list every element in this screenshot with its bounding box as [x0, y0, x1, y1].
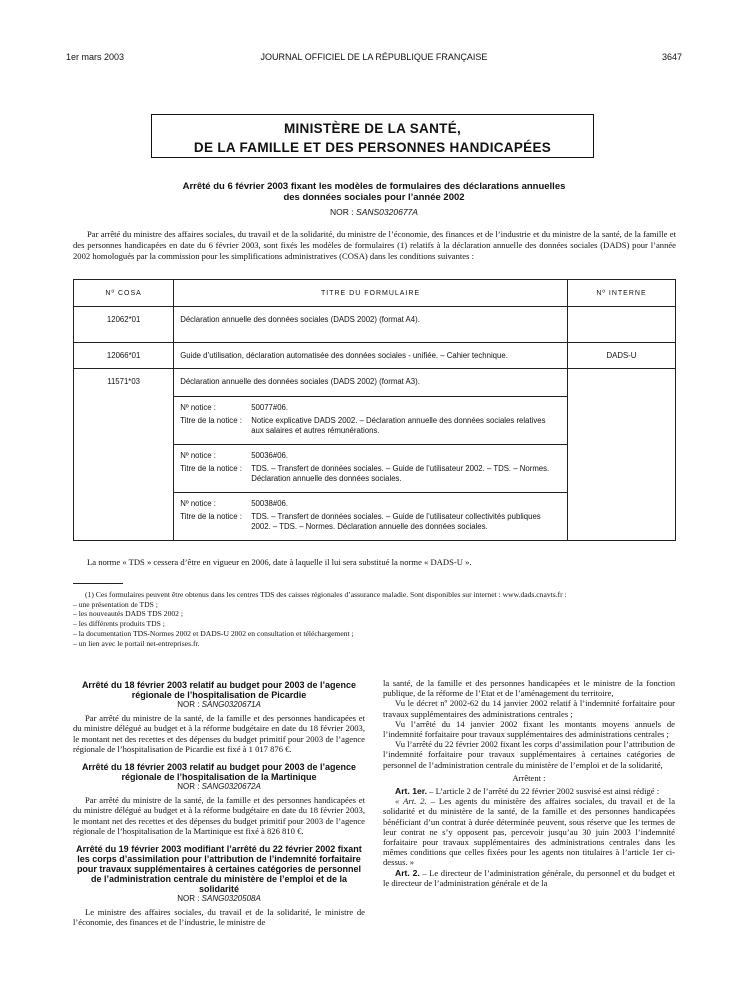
footnote-line: (1) Ces formulaires peuvent être obtenus dans les centres TDS des caisses régionales d’assurance maladie. Sont disponibles sur internet : www.dads.cnavts.fr :	[85, 590, 567, 599]
decree-picardie-title: Arrêté du 18 février 2003 relatif au budget pour 2003 de l’agence régionale de l’hospitalisation de Picardie	[81, 680, 357, 700]
decree-nor	[0, 207, 748, 217]
col-header-title: TITRE DU FORMULAIRE	[174, 280, 568, 307]
footnote-line: – les différents produits TDS ;	[73, 619, 165, 629]
ministry-line-1: MINISTÈRE DE LA SANTÉ,	[283, 121, 462, 136]
article-1: Art. 1er. – L’article 2 de l’arrêté du 22 février 2002 susvisé est ainsi rédigé :	[395, 786, 660, 797]
col-header-cosa: Nº COSA	[74, 280, 174, 307]
notice-title-label: Titre de la notice :	[180, 464, 242, 473]
paragraph: Vu le décret nº 2002-62 du 14 janvier 2002 relatif à l’indemnité forfaitaire pour travaux supplémentaires des administrations centrales ;	[383, 698, 675, 719]
paragraph: Vu l’arrêté du 14 janvier 2002 fixant les montants moyens annuels de l’indemnité forfaitaire pour travaux supplémentaires des administrations centrales ;	[383, 718, 675, 740]
running-header	[0, 52, 748, 66]
internal-number: DADS-U	[567, 343, 675, 369]
notice-num-label: Nº notice :	[180, 403, 216, 412]
table-row	[74, 369, 676, 541]
notice-block	[174, 492, 567, 540]
arretent: Arrêtent :	[512, 772, 546, 783]
ministry-box	[151, 114, 594, 158]
table-row	[74, 307, 676, 343]
footnote-line: – une présentation de TDS ;	[73, 599, 158, 609]
paragraph: Vu l’arrêté du 22 février 2002 fixant les corps d’assimilation pour l’attribution de l’indemnité forfaitaire pour travaux supplémentaires à certaines catégories de personnel de l’administration centrale du ministère de l’emploi et de la solidarité,	[383, 739, 675, 770]
internal-number	[567, 369, 675, 541]
notice-title: TDS. – Transfert de données sociales. – Guide de l’utilisateur collectivités publiques 2002. – TDS. – Normes. Déclaration annuelle des données sociales.	[251, 512, 541, 531]
notice-title-label: Titre de la notice :	[180, 416, 242, 425]
notice-block	[174, 396, 567, 444]
nor-value: SANS0320677A	[356, 207, 418, 217]
right-column	[383, 678, 675, 888]
issue-date: 1er mars 2003	[66, 52, 125, 62]
ministry-line-2: DE LA FAMILLE ET DES PERSONNES HANDICAPÉES	[193, 140, 552, 155]
article-2: Art. 2. – Le directeur de l’administration générale, du personnel et du budget et le directeur de l’administration générale et de la	[383, 867, 675, 888]
cosa-number: 11571*03	[74, 369, 174, 541]
decree-assimilation-title: Arrêté du 19 février 2003 modifiant l’arrêté du 22 février 2002 fixant les corps d’assimilation pour l’attribution de l’indemnité forfaitaire pour travaux supplémentaires à certaines catégories de personnel de l’administration centrale du ministère de l’emploi et de la solidarité	[76, 844, 362, 895]
form-title-with-notices	[174, 369, 568, 541]
notice-num: 50036#06.	[251, 451, 289, 460]
table-row	[74, 343, 676, 369]
decree-picardie-text: Par arrêté du ministre de la santé, de la famille et des personnes handicapées et du ministre délégué au budget et à la réforme budgétaire en date du 18 février 2003, le montant net des recettes et des dépenses du budget primitif pour 2003 de l’agence régionale de l’hospitalisation de Picardie est fixé à 1 017 876 €.	[73, 713, 365, 754]
notice-title: TDS. – Transfert de données sociales. – Guide de l’utilisateur 2002. – TDS. – Normes. Déclaration annuelle des données sociales.	[251, 464, 550, 483]
col-header-internal: Nº INTERNE	[567, 280, 675, 307]
footnote	[73, 590, 676, 648]
decree-title	[110, 181, 638, 203]
decree-picardie-nor: NOR : SANG0320671A	[177, 700, 261, 709]
paragraph: la santé, de la famille et des personnes handicapées et le ministre de la fonction publique, de la réforme de l’Etat et de l’aménagement du territoire,	[383, 678, 675, 699]
decree-martinique-text: Par arrêté du ministre de la santé, de la famille et des personnes handicapées et du ministre délégué au budget et à la réforme budgétaire en date du 18 février 2003, le montant net des recettes et des dépenses du budget primitif pour 2003 de l’agence régionale de l’hospitalisation de la Martinique est fixé à 826 810 €.	[73, 795, 365, 836]
journal-title: JOURNAL OFFICIEL DE LA RÉPUBLIQUE FRANÇAISE	[260, 52, 488, 62]
notice-title: Notice explicative DADS 2002. – Déclaration annuelle des données sociales relatives aux salaires et autres rémunérations.	[251, 416, 546, 435]
left-column	[73, 678, 365, 928]
notice-block	[174, 444, 567, 492]
form-title: Déclaration annuelle des données sociales (DADS 2002) (format A3).	[180, 377, 420, 386]
notice-num-label: Nº notice :	[180, 499, 216, 508]
cosa-number: 12066*01	[74, 343, 174, 369]
notice-num: 50077#06.	[251, 403, 289, 412]
nor-label: NOR :	[330, 207, 354, 217]
decree-title-line-1: Arrêté du 6 février 2003 fixant les modèles de formulaires des déclarations annuelles	[182, 181, 566, 192]
footnote-line: – les nouveautés DADS TDS 2002 ;	[73, 609, 183, 619]
footnote-line: – un lien avec le portail net-entreprises.fr.	[73, 638, 200, 648]
forms-table	[73, 279, 676, 541]
form-title: Guide d’utilisation, déclaration automatisée des données sociales - unifiée. – Cahier technique.	[174, 343, 568, 369]
notice-num: 50038#06.	[251, 499, 289, 508]
decree-martinique-nor: NOR : SANG0320672A	[177, 782, 261, 792]
internal-number	[567, 307, 675, 343]
decree-title-line-2: des données sociales pour l’année 2002	[283, 192, 465, 203]
decree-assimilation-text: Le ministre des affaires sociales, du travail et de la solidarité, le ministre de l’économie, des finances et de l’industrie, le ministre de	[73, 907, 365, 928]
page-number: 3647	[661, 52, 682, 62]
table-header-row	[74, 280, 676, 307]
decree-martinique-title: Arrêté du 18 février 2003 relatif au budget pour 2003 de l’agence régionale de l’hospitalisation de la Martinique	[81, 762, 357, 783]
cosa-number: 12062*01	[74, 307, 174, 343]
form-title: Déclaration annuelle des données sociales (DADS 2002) (format A4).	[174, 307, 568, 343]
notice-title-label: Titre de la notice :	[180, 512, 242, 521]
footnote-rule	[73, 583, 123, 584]
tds-norm-note: La norme « TDS » cessera d’être en vigueur en 2006, date à laquelle il lui sera substitué la norme « DADS-U ».	[87, 557, 472, 567]
footnote-line: – la documentation TDS-Normes 2002 et DADS-U 2002 en consultation et téléchargement ;	[73, 628, 354, 638]
notice-num-label: Nº notice :	[180, 451, 216, 460]
decree-intro: Par arrêté du ministre des affaires sociales, du travail et de la solidarité, du ministre de l’économie, des finances et de l’industrie et du ministre de la santé, de la famille et des personnes handicapées en date du 6 février 2003, sont fixés les modèles de formulaires (1) relatifs à la déclaration annuelle des données sociales (DADS) pour l’année 2002 homologués par la commission pour les simplifications administratives (COSA) dans les conditions suivantes :	[73, 229, 676, 261]
article-2-quoted: « Art. 2. – Les agents du ministère des affaires sociales, du travail et de la solidarité et du ministère de la santé, de la famille et des personnes handicapées bénéficiant d’un contrat à durée déterminée peuvent, sous réserve que les termes de leur contrat ne s’y opposent pas, percevoir jusqu’au 30 juin 2003 l’indemnité forfaitaire pour travaux supplémentaires des administrations centrales dans les mêmes conditions que celles fixées pour les agents non titulaires à l’article 1er ci-dessus. »	[383, 796, 676, 868]
decree-assimilation-nor: NOR : SANG0320508A	[177, 894, 261, 904]
